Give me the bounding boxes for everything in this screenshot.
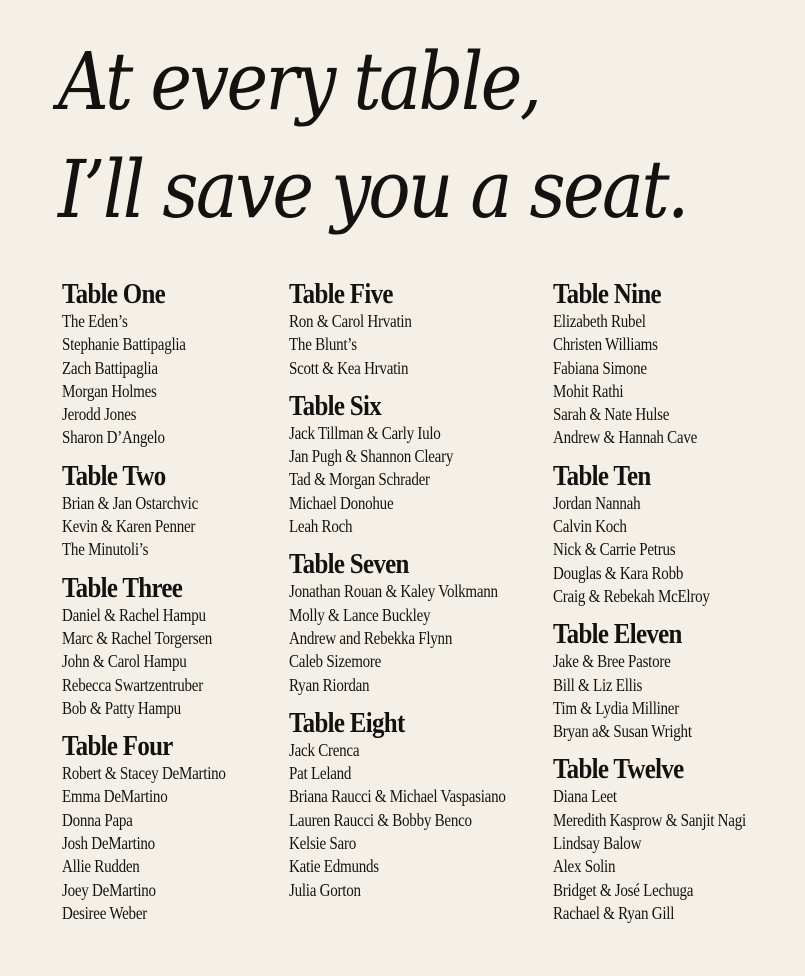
table-ten-title: Table Ten	[553, 459, 651, 492]
guest-name: Jerodd Jones	[62, 404, 137, 425]
table-four-guest-list	[62, 762, 317, 925]
table-eight-group	[289, 707, 544, 902]
guest-name: Lindsay Balow	[553, 833, 642, 854]
table-one-title: Table One	[62, 278, 166, 310]
guest-name: Leah Roch	[289, 516, 353, 537]
table-nine-guest-list	[553, 310, 805, 450]
guest-name: Morgan Holmes	[62, 380, 157, 401]
table-five-title: Table Five	[289, 278, 393, 310]
table-five-guest-list	[289, 310, 544, 380]
guest-name: Jack Tillman & Carly Iulo	[289, 422, 441, 443]
table-nine-group	[553, 278, 805, 450]
guest-name: Briana Raucci & Michael Vaspasiano	[289, 786, 506, 807]
guest-name: Daniel & Rachel Hampu	[62, 604, 206, 625]
table-two-guest-list	[62, 492, 317, 562]
table-one-guest-list	[62, 310, 317, 450]
guest-name: The Blunt’s	[289, 334, 357, 355]
guest-name: Joey DeMartino	[62, 879, 156, 900]
guest-name: Meredith Kasprow & Sanjit Nagi	[553, 809, 746, 830]
guest-name: Tim & Lydia Milliner	[553, 697, 679, 718]
guest-name: Christen Williams	[553, 334, 658, 355]
table-twelve-group	[553, 753, 805, 925]
guest-name: Brian & Jan Ostarchvic	[62, 492, 199, 513]
headline-line-1: At every table,	[58, 35, 540, 128]
guest-name: Emma DeMartino	[62, 786, 168, 807]
guest-name: The Minutoli’s	[62, 539, 149, 560]
seating-column-1	[62, 278, 317, 935]
guest-name: Tad & Morgan Schrader	[289, 469, 430, 490]
headline	[58, 28, 709, 244]
guest-name: Ron & Carol Hrvatin	[289, 311, 412, 331]
table-twelve-title: Table Twelve	[553, 753, 684, 786]
table-eight-guest-list	[289, 739, 544, 902]
table-seven-title: Table Seven	[289, 548, 409, 581]
guest-name: Diana Leet	[553, 786, 617, 807]
guest-name: Zach Battipaglia	[62, 357, 158, 378]
table-two-group	[62, 460, 317, 562]
guest-name: Bridget & José Lechuga	[553, 879, 694, 900]
headline-line-2: I’ll save you a seat.	[58, 143, 687, 236]
guest-name: Katie Edmunds	[289, 856, 379, 877]
guest-name: Jan Pugh & Shannon Cleary	[289, 446, 454, 467]
table-seven-group	[289, 548, 544, 696]
seating-column-2	[289, 278, 544, 912]
guest-name: Rachael & Ryan Gill	[553, 902, 675, 923]
guest-name: Julia Gorton	[289, 879, 361, 900]
guest-name: Elizabeth Rubel	[553, 311, 646, 331]
table-six-group	[289, 390, 544, 538]
table-one-group	[62, 278, 317, 450]
guest-name: Andrew and Rebekka Flynn	[289, 627, 453, 648]
table-eleven-group	[553, 618, 805, 743]
guest-name: Kelsie Saro	[289, 833, 356, 854]
table-ten-group	[553, 460, 805, 608]
guest-name: Jake & Bree Pastore	[553, 651, 671, 672]
guest-name: Sharon D’Angelo	[62, 427, 165, 448]
guest-name: Michael Donohue	[289, 492, 394, 513]
guest-name: Fabiana Simone	[553, 357, 647, 378]
table-five-group	[289, 278, 544, 380]
table-eleven-guest-list	[553, 650, 805, 743]
guest-name: Stephanie Battipaglia	[62, 334, 186, 355]
table-ten-guest-list	[553, 492, 805, 608]
table-three-title: Table Three	[62, 571, 183, 604]
table-two-title: Table Two	[62, 459, 166, 492]
guest-name: Kevin & Karen Penner	[62, 516, 196, 537]
guest-name: Scott & Kea Hrvatin	[289, 357, 409, 378]
table-eight-title: Table Eight	[289, 706, 405, 739]
guest-name: Bill & Liz Ellis	[553, 674, 643, 695]
guest-name: John & Carol Hampu	[62, 651, 187, 672]
guest-name: Josh DeMartino	[62, 833, 155, 854]
guest-name: Bob & Patty Hampu	[62, 697, 181, 718]
guest-name: Mohit Rathi	[553, 380, 624, 401]
table-three-guest-list	[62, 604, 317, 720]
guest-name: Craig & Rebekah McElroy	[553, 585, 710, 606]
guest-name: Lauren Raucci & Bobby Benco	[289, 809, 472, 830]
table-four-group	[62, 730, 317, 925]
guest-name: Andrew & Hannah Cave	[553, 427, 698, 448]
guest-name: Molly & Lance Buckley	[289, 604, 431, 625]
guest-name: Nick & Carrie Petrus	[553, 539, 676, 560]
table-six-title: Table Six	[289, 389, 382, 422]
guest-name: Alex Solin	[553, 856, 616, 877]
guest-name: The Eden’s	[62, 311, 128, 331]
guest-name: Donna Papa	[62, 809, 133, 830]
guest-name: Ryan Riordan	[289, 674, 370, 695]
guest-name: Douglas & Kara Robb	[553, 562, 684, 583]
table-nine-title: Table Nine	[553, 278, 661, 310]
guest-name: Jordan Nannah	[553, 492, 641, 513]
table-six-guest-list	[289, 422, 544, 538]
guest-name: Bryan a& Susan Wright	[553, 721, 692, 742]
guest-name: Pat Leland	[289, 763, 352, 784]
guest-name: Rebecca Swartzentruber	[62, 674, 203, 695]
guest-name: Marc & Rachel Torgersen	[62, 627, 213, 648]
guest-name: Sarah & Nate Hulse	[553, 404, 670, 425]
guest-name: Robert & Stacey DeMartino	[62, 763, 226, 784]
guest-name: Jack Crenca	[289, 739, 360, 760]
guest-name: Calvin Koch	[553, 516, 627, 537]
table-twelve-guest-list	[553, 785, 805, 925]
guest-name: Caleb Sizemore	[289, 651, 382, 672]
seating-column-3	[553, 278, 805, 935]
table-seven-guest-list	[289, 580, 544, 696]
guest-name: Desiree Weber	[62, 902, 147, 923]
table-three-group	[62, 572, 317, 720]
table-four-title: Table Four	[62, 730, 173, 763]
table-eleven-title: Table Eleven	[553, 618, 682, 651]
guest-name: Jonathan Rouan & Kaley Volkmann	[289, 581, 498, 602]
guest-name: Allie Rudden	[62, 856, 140, 877]
